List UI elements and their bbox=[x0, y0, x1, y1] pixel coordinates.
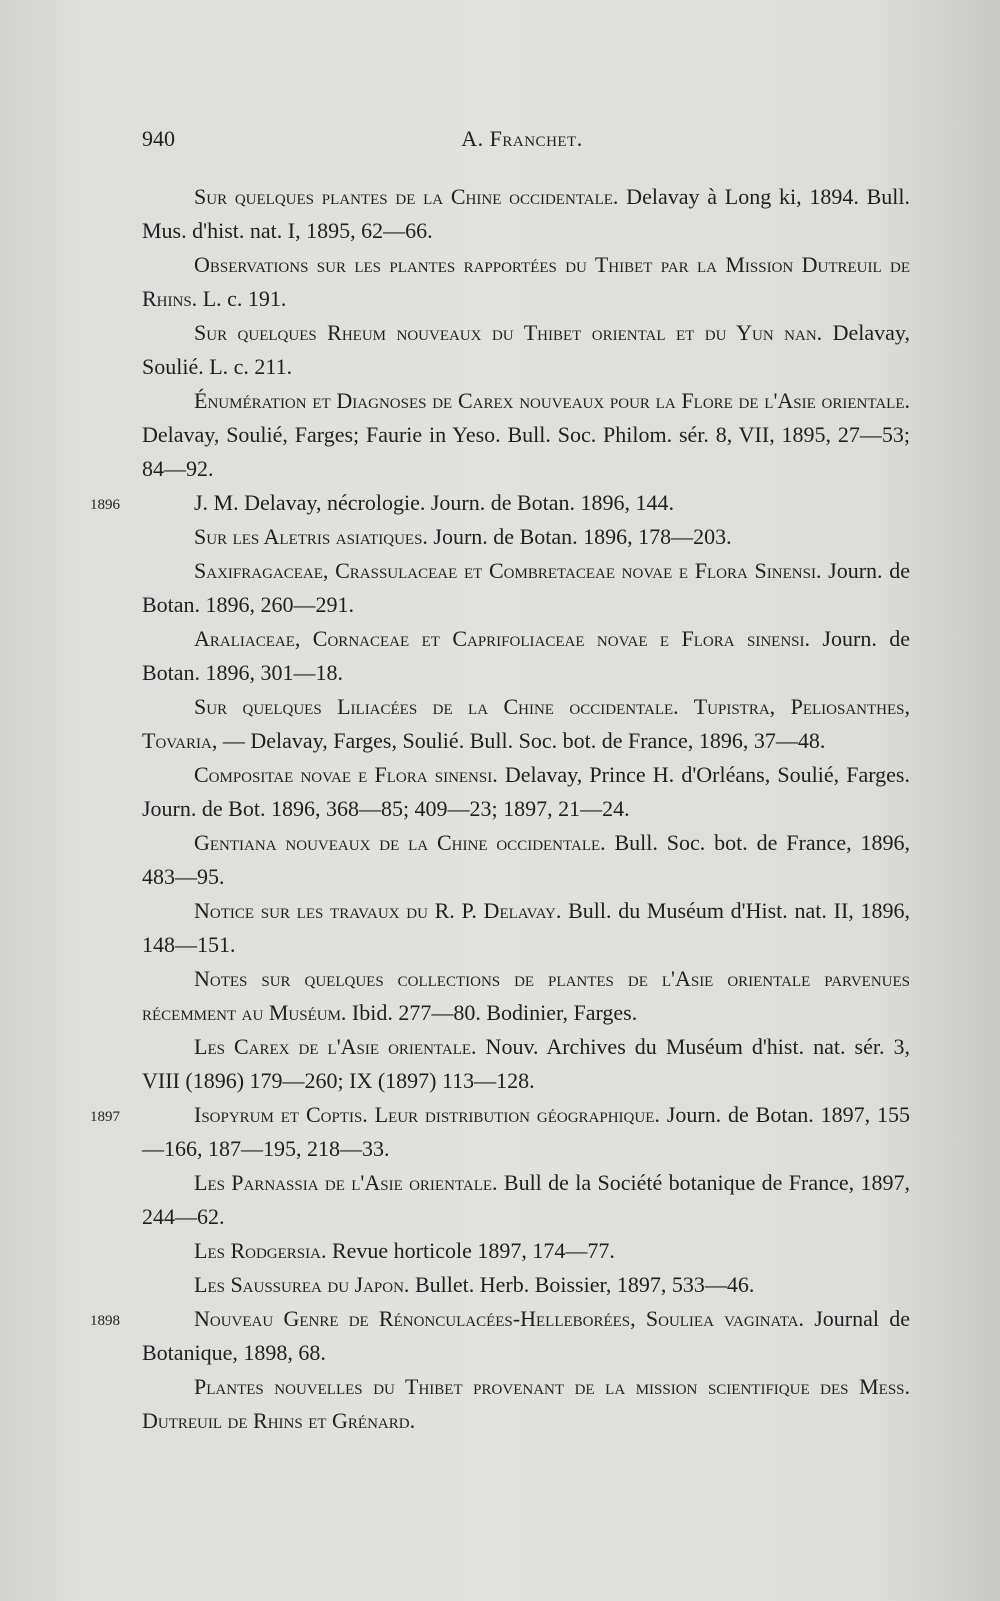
entry-citation: Journ. de Botan. 1897, 155—166, 187—195, 218—33. bbox=[142, 1102, 911, 1161]
entry-citation: Bull. Soc. bot. de France, 1896, 483—95. bbox=[142, 830, 910, 889]
entry-citation: Bull de la Société botanique de France, 1897, 244—62. bbox=[142, 1170, 910, 1229]
entry-title: Nouveau Genre de Rénonculacées-Helleborées, Souliea vaginata. bbox=[194, 1306, 805, 1331]
entry-citation: Bull. du Muséum d'Hist. nat. II, 1896, 148—151. bbox=[142, 898, 910, 957]
entry-citation: Bullet. Herb. Boissier, 1897, 533—46. bbox=[409, 1272, 755, 1297]
entry-citation: Journal de Botanique, 1898, 68. bbox=[142, 1306, 910, 1365]
bibliography-entry bbox=[142, 758, 910, 826]
bibliography-entry bbox=[142, 248, 910, 316]
bibliography-entry bbox=[90, 1302, 910, 1370]
entry-title: Les Saussurea du Japon. bbox=[194, 1272, 410, 1297]
entry-title: Plantes nouvelles du Thibet provenant de la mission scientifique des Mess. Dutreuil de Rhins et Grénard. bbox=[142, 1374, 910, 1433]
entry-title: Gentiana nouveaux de la Chine occidentale. bbox=[194, 830, 606, 855]
bibliography-entry bbox=[142, 1234, 910, 1268]
bibliography-entry bbox=[142, 962, 910, 1030]
entry-title: Les Parnassia de l'Asie orientale. bbox=[194, 1170, 498, 1195]
entry-citation: Ibid. 277—80. Bodinier, Farges. bbox=[346, 1000, 638, 1025]
entry-title: Les Carex de l'Asie orientale. bbox=[194, 1034, 477, 1059]
bibliography-list bbox=[90, 180, 911, 1438]
year-margin-note: 1896 bbox=[90, 497, 120, 513]
entry-title: Observations sur les plantes rapportées du Thibet par la Mission Dutreuil de Rhins. bbox=[142, 252, 910, 311]
entry-citation: Delavay, Prince H. d'Orléans, Soulié, Farges. Journ. de Bot. 1896, 368—85; 409—23; 1897, 21—24. bbox=[142, 762, 910, 821]
bibliography-entry bbox=[142, 1030, 910, 1098]
bibliography-entry bbox=[142, 316, 910, 384]
bibliography-entry bbox=[142, 384, 910, 486]
entry-title: Sur quelques plantes de la Chine occidentale. bbox=[194, 184, 619, 209]
bibliography-entry bbox=[142, 1268, 910, 1302]
bibliography-entry bbox=[142, 520, 910, 554]
entry-citation: Delavay, Soulié, Farges; Faurie in Yeso. Bull. Soc. Philom. sér. 8, VII, 1895, 27—53; 84—92. bbox=[142, 422, 910, 481]
entry-title: Les Rodgersia. bbox=[194, 1238, 327, 1263]
entry-citation: Delavay, Soulié. L. c. 211. bbox=[142, 320, 910, 379]
bibliography-entry bbox=[142, 1166, 910, 1234]
entry-citation: Revue horticole 1897, 174—77. bbox=[326, 1238, 615, 1263]
bibliography-entry bbox=[142, 894, 910, 962]
entry-title: Notice sur les travaux du R. P. Delavay. bbox=[194, 898, 562, 923]
running-title: A. Franchet. bbox=[461, 126, 583, 151]
entry-title: Sur les Aletris asiatiques. bbox=[194, 524, 428, 549]
year-margin-note: 1897 bbox=[90, 1109, 120, 1125]
entry-title: Compositae novae e Flora sinensi. bbox=[194, 762, 498, 787]
page-header bbox=[142, 126, 902, 160]
bibliography-entry bbox=[142, 622, 910, 690]
entry-title: Araliaceae, Cornaceae et Caprifoliaceae novae e Flora sinensi. bbox=[194, 626, 810, 651]
entry-citation: Delavay à Long ki, 1894. Bull. Mus. d'hist. nat. I, 1895, 62—66. bbox=[142, 184, 910, 243]
bibliography-entry bbox=[142, 554, 910, 622]
year-margin-note: 1898 bbox=[90, 1313, 120, 1329]
entry-title: Sur quelques Liliacées de la Chine occidentale. Tupistra, Peliosanthes, Tovaria, bbox=[142, 694, 910, 753]
entry-citation: Nouv. Archives du Muséum d'hist. nat. sér. 3, VIII (1896) 179—260; IX (1897) 113—128. bbox=[142, 1034, 910, 1093]
bibliography-entry bbox=[90, 486, 910, 520]
page-number: 940 bbox=[142, 126, 175, 151]
entry-title: Saxifragaceae, Crassulaceae et Combretaceae novae e Flora Sinensi. bbox=[194, 558, 822, 583]
entry-citation: — Delavay, Farges, Soulié. Bull. Soc. bot. de France, 1896, 37—48. bbox=[217, 728, 826, 753]
entry-title: Notes sur quelques collections de plantes de l'Asie orientale parvenues récemment au Muséum. bbox=[142, 966, 910, 1025]
bibliography-entry bbox=[142, 690, 910, 758]
entry-title: Énumération et Diagnoses de Carex nouveaux pour la Flore de l'Asie orientale. bbox=[194, 388, 910, 413]
entry-title: Isopyrum et Coptis. Leur distribution géographique. bbox=[194, 1102, 660, 1127]
entry-title: Sur quelques Rheum nouveaux du Thibet oriental et du Yun nan. bbox=[194, 320, 823, 345]
bibliography-entry bbox=[142, 180, 910, 248]
bibliography-entry bbox=[142, 826, 910, 894]
entry-citation: L. c. 191. bbox=[197, 286, 287, 311]
entry-citation: Journ. de Botan. 1896, 178—203. bbox=[427, 524, 732, 549]
entry-citation: Journ. de Botan. 1896, 260—291. bbox=[142, 558, 910, 617]
bibliography-entry bbox=[142, 1370, 910, 1438]
entry-citation: J. M. Delavay, nécrologie. Journ. de Botan. 1896, 144. bbox=[194, 490, 675, 515]
entry-citation: Journ. de Botan. 1896, 301—18. bbox=[142, 626, 911, 685]
bibliography-entry bbox=[90, 1098, 911, 1166]
